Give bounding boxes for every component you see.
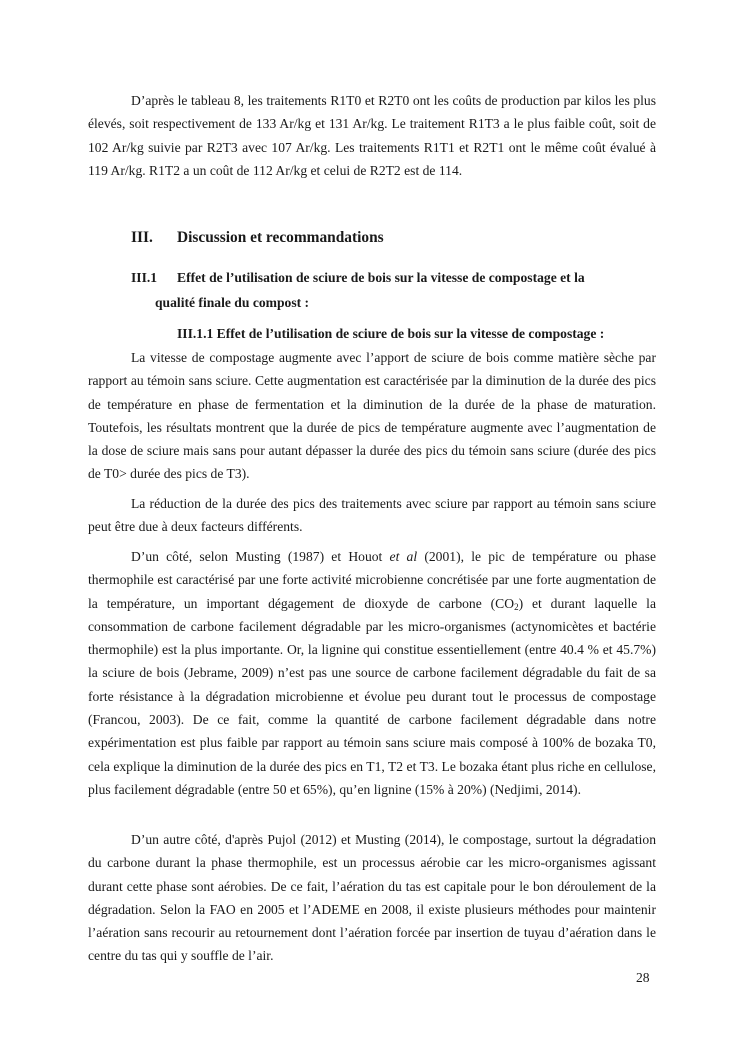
- paragraph-compost-speed: La vitesse de compostage augmente avec l’apport de sciure de bois comme matière sèche par rapport au témoin sans sciure. Cette augmentation est caractérisée par la diminution de la durée des pics de température en phase de fermentation et la diminution de la durée de la phase de maturation. Toutefois, les résultats montrent que la durée de pics de température augmente avec l’augmentation de la dose de sciure mais sans pour autant dépasser la durée des pics du témoin sans sciure (durée des pics de T0> durée des pics de T3).: [88, 350, 656, 482]
- subsection-number: III.1: [131, 270, 158, 285]
- subsection-title-line1: Effet de l’utilisation de sciure de bois sur la vitesse de compostage et la: [177, 270, 585, 285]
- co2-subscript: 2: [514, 601, 519, 612]
- et-al-citation: et al: [389, 549, 418, 564]
- paragraph-second-factor: D’un autre côté, d'après Pujol (2012) et Musting (2014), le compostage, surtout la dégradation du carbone durant la phase thermophile, est un processus aérobie car les micro-organismes agissant durant cette phase sont aérobies. De ce fait, l’aération du tas est capitale pour le bon déroulement de la dégradation. Selon la FAO en 2005 et l’ADEME en 2008, il existe plusieurs méthodes pour maintenir l’aération sans recourir au retournement dont l’aération forcée par insertion de tuyau d’aération dans le centre du tas qui y souffle de l’air.: [88, 832, 656, 964]
- paragraph-cost-results: D’après le tableau 8, les traitements R1T0 et R2T0 ont les coûts de production par kilos les plus élevés, soit respectivement de 133 Ar/kg et 131 Ar/kg. Le traitement R1T3 a le plus faible coût, soit de 102 Ar/kg suivie par R2T3 avec 107 Ar/kg. Les traitements R1T1 et R2T1 ont le même coût évalué à 119 Ar/kg. R1T2 a un coût de 112 Ar/kg et celui de R2T2 est de 114.: [88, 93, 656, 178]
- paragraph-first-factor-part1: D’un côté, selon Musting (1987) et Houot: [131, 549, 390, 564]
- section-number: III.: [131, 229, 153, 246]
- paragraph-peak-reduction: La réduction de la durée des pics des traitements avec sciure par rapport au témoin sans sciure peut être due à deux facteurs différents.: [88, 496, 656, 535]
- subsection-title-line2: qualité finale du compost :: [155, 294, 310, 310]
- section-heading: [131, 229, 384, 247]
- section-title: Discussion et recommandations: [177, 229, 384, 246]
- paragraph-first-factor-part2: (2001), le pic de température ou phase thermophile est caractérisé par une forte activité microbienne concrétisée par une forte augmentation de la température, un important dégagement de dioxyde de carbone (CO: [88, 549, 656, 611]
- paragraph-first-factor: [88, 545, 656, 801]
- subsubsection-heading: III.1.1 Effet de l’utilisation de sciure de bois sur la vitesse de compostage :: [177, 326, 605, 341]
- paragraph-first-factor-part3: ) et durant laquelle la consommation de carbone facilement dégradable par les micro-organismes (actynomicètes et bactérie thermophile) est la plus importante. Or, la lignine qui constitue essentiellement (entre 40.4 % et 45.7%) la sciure de bois (Jebrame, 2009) n’est pas une source de carbone facilement dégradable du fait de sa forte résistance à la dégradation microbienne et évolue peu durant tout le processus de compostage (Francou, 2003). De ce fait, comme la quantité de carbone facilement dégradable dans notre expérimentation est plus faible par rapport au témoin sans sciure mais composé à 100% de bozaka T0, cela explique la diminution de la durée des pics en T1, T2 et T3. Le bozaka étant plus riche en cellulose, plus facilement dégradable (entre 50 et 65%), qu’en lignine (15% à 20%) (Nedjimi, 2014).: [88, 595, 656, 797]
- subsection-heading: [131, 266, 656, 315]
- page-number: 28: [636, 970, 650, 985]
